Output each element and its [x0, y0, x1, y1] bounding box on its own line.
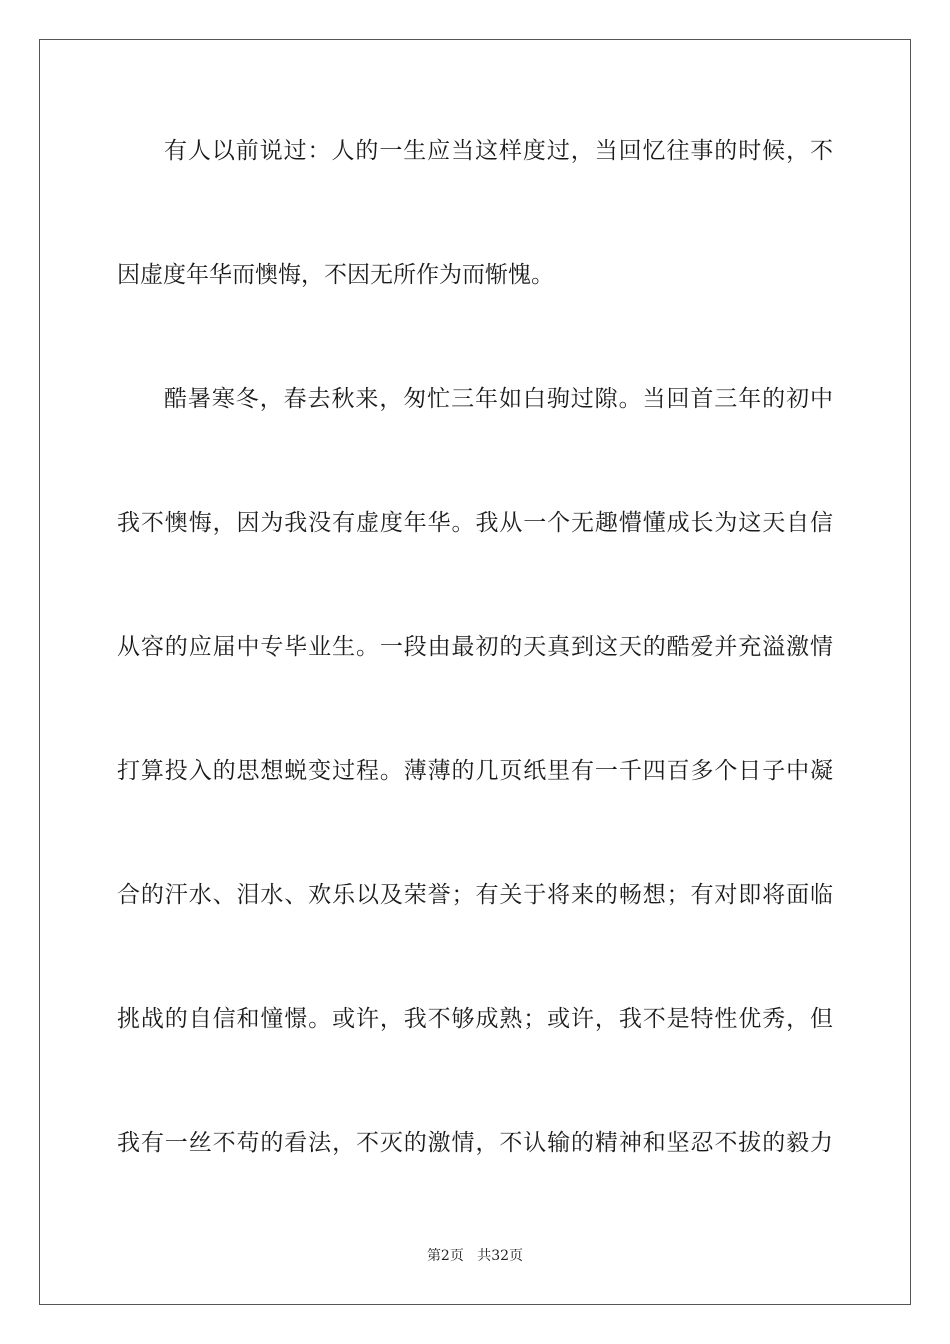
paragraph-1-line-1: 有人以前说过：人的一生应当这样度过，当回忆往事的时候，不: [164, 138, 833, 164]
page-footer: [0, 1246, 950, 1266]
total-pages: 共32页: [477, 1248, 524, 1264]
paragraph-2-line-4: 打算投入的思想蜕变过程。薄薄的几页纸里有一千四百多个日子中凝: [117, 758, 833, 784]
paragraph-2-line-2: 我不懊悔，因为我没有虚度年华。我从一个无趣懵懂成长为这天自信: [117, 510, 833, 536]
paragraph-2-line-6: 挑战的自信和憧憬。或许，我不够成熟；或许，我不是特性优秀，但: [117, 1006, 833, 1032]
paragraph-2-line-5: 合的汗水、泪水、欢乐以及荣誉；有关于将来的畅想；有对即将面临: [117, 882, 833, 908]
paragraph-1-line-2: 因虚度年华而懊悔，不因无所作为而惭愧。: [117, 262, 554, 288]
page-border: [39, 39, 911, 1305]
paragraph-2-line-1: 酷暑寒冬，春去秋来，匆忙三年如白驹过隙。当回首三年的初中: [164, 386, 833, 412]
page-number: 第2页: [426, 1248, 464, 1264]
paragraph-2-line-7: 我有一丝不苟的看法，不灭的激情，不认输的精神和坚忍不拔的毅力: [117, 1130, 833, 1156]
paragraph-2-line-3: 从容的应届中专毕业生。一段由最初的天真到这天的酷爱并充溢激情: [117, 634, 833, 660]
